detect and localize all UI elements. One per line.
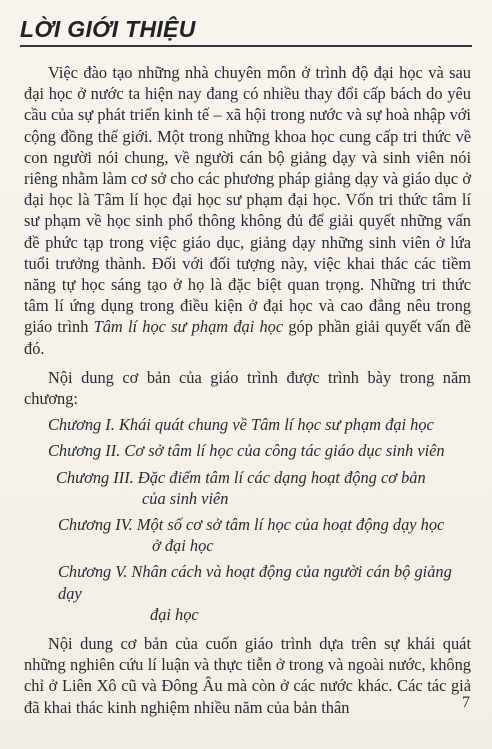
- title-underline: [20, 45, 472, 47]
- document-body: [24, 62, 471, 718]
- chapter-item-5: [24, 561, 471, 625]
- intro-text: Việc đào tạo những nhà chuyên môn ở trình độ đại học và sau đại học ở nước ta hiện nay đang có nhiều thay đổi cấp bách do yêu cầu của sự phát triển kinh tế – xã hội trong nước và sự hoà nhập với cộng đồng thế giới. Một trong những khoa học cung cấp tri thức về con người nói chung, về người cán bộ giảng dạy và sinh viên nói riêng nhằm làm cơ sở cho các phương pháp giảng dạy và giáo dục ở đại học là Tâm lí học đại học sư phạm đại học. Vốn tri thức tâm lí sư phạm về học sinh phổ thông không đủ để giải quyết những vấn đề phức tạp trong việc giáo dục, giảng dạy những sinh viên ở lứa tuổi trưởng thành. Đối với đối tượng này, việc khai thác các tiềm năng tự học sáng tạo ở họ là đặc biệt quan trọng. Những tri thức tâm lí ứng dụng trong điều kiện ở đại học và cao đẳng nêu trong giáo trình: [24, 63, 471, 337]
- chapter-5-title-cont: đại học: [150, 604, 199, 624]
- intro-paragraph: [24, 62, 471, 359]
- page-title: LỜI GIỚI THIỆU: [20, 16, 196, 42]
- page-number: 7: [462, 694, 470, 711]
- chapter-item-3: [24, 467, 471, 509]
- chapter-item-2: [24, 440, 471, 461]
- chapter-1-title: Chương I. Khái quát chung về Tâm lí học sư phạm đại học: [48, 415, 434, 435]
- intro-text-end: góp phần giải quyết vấn đề đó.: [24, 317, 471, 358]
- content-paragraph: Nội dung cơ bản của cuốn giáo trình dựa trên sự khái quát những nghiên cứu lí luận và thực tiễn ở trong và ngoài nước, không chỉ ở Liên Xô cũ và Đông Âu mà còn ở các nước khác. Các tác giả đã khai thác kinh nghiệm nhiều năm của bản thân: [24, 634, 471, 717]
- chapter-2-title: Chương II. Cơ sở tâm lí học của công tác giáo dục sinh viên: [48, 441, 445, 461]
- chapter-item-4: [24, 514, 471, 556]
- book-title: Tâm lí học sư phạm đại học: [93, 317, 284, 337]
- chapters-intro-paragraph: Nội dung cơ bản của giáo trình được trình bày trong năm chương:: [24, 367, 471, 409]
- chapter-3-title: Chương III. Đặc điểm tâm lí các dạng hoạt động cơ bản: [56, 467, 426, 487]
- chapter-5-title: Chương V. Nhân cách và hoạt động của người cán bộ giảng dạy: [58, 562, 452, 603]
- chapter-item-1: [24, 414, 471, 435]
- chapter-4-title-cont: ở đại học: [152, 536, 214, 556]
- chapter-4-title: Chương IV. Một số cơ sở tâm lí học của hoạt động dạy học: [58, 515, 445, 535]
- section-header: [20, 14, 472, 47]
- chapter-3-title-cont: của sinh viên: [142, 488, 229, 508]
